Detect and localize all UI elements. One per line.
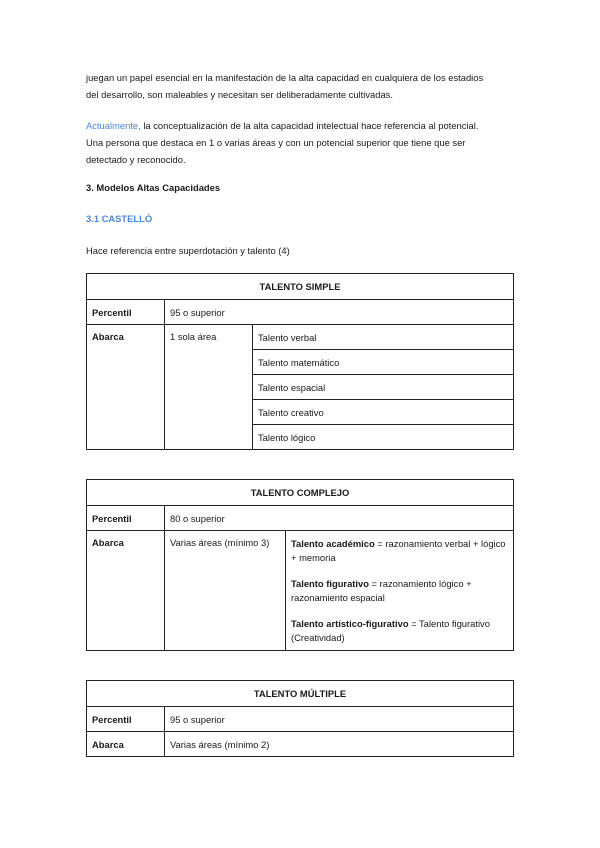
- abarca-value: 1 sola área: [165, 325, 253, 450]
- definition-line-3: detectado y reconocido.: [86, 154, 186, 165]
- talent-term: Talento figurativo: [291, 578, 369, 589]
- table-title: TALENTO COMPLEJO: [87, 480, 514, 506]
- talent-description: [291, 577, 508, 605]
- subsection-heading: 3.1 CASTELLÓ: [86, 213, 153, 224]
- talent-item: Talento lógico: [253, 425, 514, 450]
- talent-item: Talento espacial: [253, 375, 514, 400]
- definition-line-2: Una persona que destaca en 1 o varias áreas y con un potencial superior que tiene que ser: [86, 137, 466, 148]
- definition-paragraph: [86, 117, 526, 168]
- talent-term: Talento artístico-figurativo: [291, 618, 409, 629]
- percentil-label: Percentil: [87, 506, 165, 531]
- percentil-value: 95 o superior: [165, 707, 514, 732]
- talent-description: [291, 537, 508, 565]
- percentil-value: 95 o superior: [165, 300, 514, 325]
- talent-item: Talento creativo: [253, 400, 514, 425]
- percentil-label: Percentil: [87, 707, 165, 732]
- abarca-value: Varias áreas (mínimo 2): [165, 732, 514, 757]
- abarca-label: Abarca: [87, 732, 165, 757]
- talent-description: [291, 617, 508, 645]
- table-talento-complejo: [86, 479, 514, 651]
- percentil-value: 80 o superior: [165, 506, 514, 531]
- talent-desc: = razonamiento verbal + lógico + memoria: [291, 538, 506, 563]
- talent-desc: = Talento figurativo (Creatividad): [291, 618, 490, 643]
- table-talento-simple: [86, 273, 514, 450]
- talent-term: Talento académico: [291, 538, 375, 549]
- table-title: TALENTO MÚLTIPLE: [87, 681, 514, 707]
- section-heading: 3. Modelos Altas Capacidades: [86, 182, 221, 193]
- subsection-intro: Hace referencia entre superdotación y talento (4): [86, 245, 290, 256]
- abarca-value: Varias áreas (mínimo 3): [165, 531, 286, 651]
- intro-paragraph: [86, 69, 526, 103]
- talent-desc: = razonamiento lógico + razonamiento espacial: [291, 578, 472, 603]
- intro-line-2: del desarrollo, son maleables y necesitan ser deliberadamente cultivadas.: [86, 89, 393, 100]
- percentil-label: Percentil: [87, 300, 165, 325]
- intro-line-1: juegan un papel esencial en la manifestación de la alta capacidad en cualquiera de los estadios: [86, 72, 484, 83]
- abarca-label: Abarca: [87, 325, 165, 450]
- highlight-word: Actualmente,: [86, 120, 141, 131]
- table-talento-multiple: [86, 680, 514, 757]
- table-title: TALENTO SIMPLE: [87, 274, 514, 300]
- abarca-label: Abarca: [87, 531, 165, 651]
- talent-descriptions: [286, 531, 514, 651]
- definition-line-1: la conceptualización de la alta capacidad intelectual hace referencia al potencial.: [140, 120, 479, 131]
- talent-item: Talento matemático: [253, 350, 514, 375]
- talent-item: Talento verbal: [253, 325, 514, 350]
